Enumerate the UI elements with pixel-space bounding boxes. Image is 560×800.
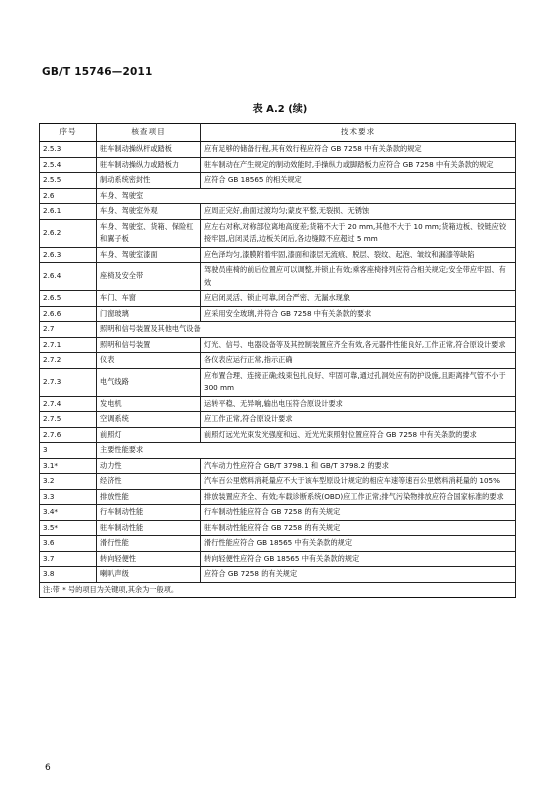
row-requirement: 转向轻便性应符合 GB 18565 中有关条款的规定 — [201, 551, 516, 567]
footnote-row — [40, 582, 516, 598]
row-item: 车身、驾驶室、货箱、保险杠和翼子板 — [97, 219, 201, 247]
table-row — [40, 173, 516, 189]
column-header-requirement: 技术要求 — [201, 124, 516, 142]
row-number: 3.4* — [40, 505, 97, 521]
row-item: 滑行性能 — [97, 536, 201, 552]
row-item: 车身、驾驶室漆面 — [97, 247, 201, 263]
page-number: 6 — [45, 763, 51, 773]
row-number: 3.2 — [40, 474, 97, 490]
row-number: 2.7.3 — [40, 368, 97, 396]
row-number: 2.7.5 — [40, 412, 97, 428]
row-requirement: 应有足够的储备行程,其有效行程应符合 GB 7258 中有关条款的规定 — [201, 142, 516, 158]
row-item: 排放性能 — [97, 489, 201, 505]
row-requirement: 应布置合理、连接正确;线束包扎良好、牢固可靠,通过孔洞处应有防护设施,且距离排气管不小于 300 mm — [201, 368, 516, 396]
table-header-row — [40, 124, 516, 142]
standard-code: GB/T 15746—2011 — [42, 66, 153, 78]
row-number: 2.7.6 — [40, 427, 97, 443]
row-requirement: 应符合 GB 7258 的有关规定 — [201, 567, 516, 583]
table-row — [40, 337, 516, 353]
table-row — [40, 204, 516, 220]
table-row — [40, 551, 516, 567]
row-requirement: 应采用安全玻璃,并符合 GB 7258 中有关条款的要求 — [201, 306, 516, 322]
row-item: 座椅及安全带 — [97, 263, 201, 291]
row-requirement: 驻车制动在产生规定的制动效能时,手操纵力或脚踏板力应符合 GB 7258 中有关条款的规定 — [201, 157, 516, 173]
row-number: 3.8 — [40, 567, 97, 583]
row-item: 制动系统密封性 — [97, 173, 201, 189]
section-number: 2.7 — [40, 322, 97, 338]
row-item: 转向轻便性 — [97, 551, 201, 567]
row-item: 照明和信号装置 — [97, 337, 201, 353]
section-title: 车身、驾驶室 — [97, 188, 516, 204]
row-item: 行车制动性能 — [97, 505, 201, 521]
row-item: 经济性 — [97, 474, 201, 490]
row-requirement: 排放装置应齐全、有效;车载诊断系统(OBD)应工作正常;排气污染物排放应符合国家标准的要求 — [201, 489, 516, 505]
table-footnote: 注:带 * 号的项目为关键项,其余为一般项。 — [40, 582, 516, 598]
row-requirement: 应符合 GB 18565 的相关规定 — [201, 173, 516, 189]
table-row — [40, 142, 516, 158]
row-requirement: 驾驶员座椅的前后位置应可以调整,并锁止有效;乘客座椅排列应符合相关规定;安全带应牢固、有效 — [201, 263, 516, 291]
section-number: 3 — [40, 443, 97, 459]
row-requirement: 前照灯远光光束发光强度和远、近光光束照射位置应符合 GB 7258 中有关条款的要求 — [201, 427, 516, 443]
section-number: 2.6 — [40, 188, 97, 204]
row-number: 2.5.3 — [40, 142, 97, 158]
table-row — [40, 247, 516, 263]
table-row — [40, 353, 516, 369]
row-number: 3.3 — [40, 489, 97, 505]
table-row — [40, 489, 516, 505]
row-requirement: 驻车制动性能应符合 GB 7258 的有关规定 — [201, 520, 516, 536]
row-requirement: 各仪表应运行正常,指示正确 — [201, 353, 516, 369]
row-requirement: 汽车动力性应符合 GB/T 3798.1 和 GB/T 3798.2 的要求 — [201, 458, 516, 474]
row-item: 发电机 — [97, 396, 201, 412]
table-row — [40, 458, 516, 474]
row-item: 车门、车窗 — [97, 291, 201, 307]
column-header-item: 核查项目 — [97, 124, 201, 142]
table-row — [40, 474, 516, 490]
table-row — [40, 291, 516, 307]
row-requirement: 灯光、信号、电器设备等及其控制装置应齐全有效,各元器件性能良好,工作正常,符合原设计要求 — [201, 337, 516, 353]
row-number: 3.5* — [40, 520, 97, 536]
row-requirement: 运转平稳、无异响,输出电压符合原设计要求 — [201, 396, 516, 412]
row-item: 车身、驾驶室外观 — [97, 204, 201, 220]
row-number: 3.7 — [40, 551, 97, 567]
row-number: 2.7.4 — [40, 396, 97, 412]
row-requirement: 应工作正常,符合原设计要求 — [201, 412, 516, 428]
section-row — [40, 322, 516, 338]
table-caption: 表 A.2 (续) — [252, 104, 308, 115]
row-number: 2.6.6 — [40, 306, 97, 322]
column-header-no: 序号 — [40, 124, 97, 142]
row-item: 动力性 — [97, 458, 201, 474]
row-number: 2.5.5 — [40, 173, 97, 189]
table-row — [40, 157, 516, 173]
row-requirement: 滑行性能应符合 GB 18565 中有关条款的规定 — [201, 536, 516, 552]
section-title: 照明和信号装置及其他电气设备 — [97, 322, 516, 338]
row-number: 2.7.1 — [40, 337, 97, 353]
table-row — [40, 306, 516, 322]
row-number: 3.1* — [40, 458, 97, 474]
row-number: 3.6 — [40, 536, 97, 552]
table-row — [40, 567, 516, 583]
table-row — [40, 263, 516, 291]
row-item: 门窗玻璃 — [97, 306, 201, 322]
table-row — [40, 505, 516, 521]
table-row — [40, 219, 516, 247]
row-number: 2.5.4 — [40, 157, 97, 173]
row-number: 2.6.2 — [40, 219, 97, 247]
table-row — [40, 412, 516, 428]
section-row — [40, 188, 516, 204]
table-row — [40, 396, 516, 412]
row-item: 仪表 — [97, 353, 201, 369]
row-number: 2.6.4 — [40, 263, 97, 291]
row-requirement: 汽车百公里燃料消耗量应不大于该车型原设计规定的相应车速等速百公里燃料消耗量的 105% — [201, 474, 516, 490]
table-row — [40, 536, 516, 552]
row-requirement: 应左右对称,对称部位离地高度差;货箱不大于 20 mm,其他不大于 10 mm;货箱边板、铰链应铰接牢固,启闭灵活,边板关闭后,各边缝隙不应超过 5 mm — [201, 219, 516, 247]
row-item: 电气线路 — [97, 368, 201, 396]
row-item: 喇叭声级 — [97, 567, 201, 583]
row-number: 2.7.2 — [40, 353, 97, 369]
row-number: 2.6.3 — [40, 247, 97, 263]
row-number: 2.6.1 — [40, 204, 97, 220]
row-item: 驻车制动操纵杆或踏板 — [97, 142, 201, 158]
section-row — [40, 443, 516, 459]
section-title: 主要性能要求 — [97, 443, 516, 459]
row-requirement: 应启闭灵活、锁止可靠,闭合严密、无漏水现象 — [201, 291, 516, 307]
inspection-table — [39, 123, 516, 598]
row-requirement: 应色泽均匀,漆膜附着牢固,漆面和漆层无流痕、脱层、裂纹、起泡、皱纹和漏漆等缺陷 — [201, 247, 516, 263]
table-row — [40, 427, 516, 443]
row-number: 2.6.5 — [40, 291, 97, 307]
row-item: 前照灯 — [97, 427, 201, 443]
row-requirement: 行车制动性能应符合 GB 7258 的有关规定 — [201, 505, 516, 521]
table-body — [40, 142, 516, 598]
table-row — [40, 520, 516, 536]
row-item: 空调系统 — [97, 412, 201, 428]
row-item: 驻车制动操纵力或踏板力 — [97, 157, 201, 173]
row-item: 驻车制动性能 — [97, 520, 201, 536]
table-row — [40, 368, 516, 396]
row-requirement: 应周正完好,曲面过渡均匀;蒙皮平整,无裂损、无锈蚀 — [201, 204, 516, 220]
